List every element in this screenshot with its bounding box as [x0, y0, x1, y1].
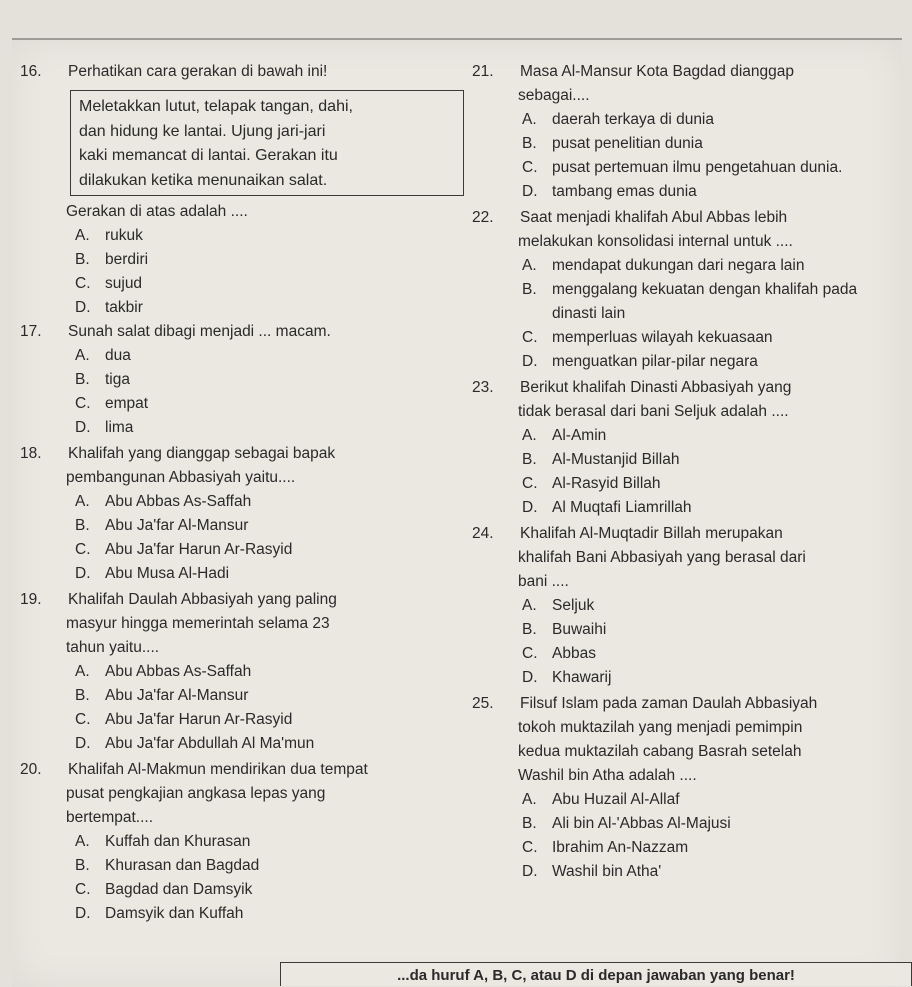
option-d[interactable]: D. Damsyik dan Kuffah	[75, 905, 244, 922]
question-text: Masa Al-Mansur Kota Bagdad dianggap	[520, 63, 795, 80]
option-b[interactable]: B. berdiri	[75, 251, 149, 268]
question-number: 23.	[472, 379, 494, 396]
question-text-cont: pusat pengkajian angkasa lepas yang	[66, 785, 326, 802]
instruction-banner: ...da huruf A, B, C, atau D di depan jawaban yang benar!	[280, 962, 912, 986]
option-b[interactable]: B. Abu Ja'far Al-Mansur	[75, 517, 249, 534]
right-column	[472, 60, 897, 884]
question-text-cont: Washil bin Atha adalah ....	[518, 767, 697, 784]
option-c[interactable]: C. sujud	[75, 275, 143, 292]
question-text: Khalifah yang dianggap sebagai bapak	[68, 445, 336, 462]
question-17	[20, 320, 460, 440]
option-a[interactable]: A. dua	[75, 347, 131, 364]
question-text: Saat menjadi khalifah Abul Abbas lebih	[520, 209, 788, 226]
question-text-cont: khalifah Bani Abbasiyah yang berasal dari	[518, 549, 806, 566]
question-24	[472, 522, 897, 690]
option-c[interactable]: C. Abbas	[522, 645, 596, 662]
question-number: 25.	[472, 695, 494, 712]
option-d[interactable]: D. Khawarij	[522, 669, 612, 686]
question-text-cont: bertempat....	[66, 809, 154, 826]
box-line: Meletakkan lutut, telapak tangan, dahi,	[79, 98, 353, 115]
question-text-cont: masyur hingga memerintah selama 23	[66, 615, 330, 632]
question-text: Filsuf Islam pada zaman Daulah Abbasiyah	[520, 695, 818, 712]
question-number: 22.	[472, 209, 494, 226]
option-d[interactable]: D. Abu Ja'far Abdullah Al Ma'mun	[75, 735, 315, 752]
option-c[interactable]: C. Al-Rasyid Billah	[522, 475, 661, 492]
option-b[interactable]: B. Ali bin Al-'Abbas Al-Majusi	[522, 815, 731, 832]
option-d[interactable]: D. takbir	[75, 299, 143, 316]
option-a[interactable]: A. daerah terkaya di dunia	[522, 111, 715, 128]
option-c[interactable]: C. empat	[75, 395, 149, 412]
question-number: 18.	[20, 445, 42, 462]
question-text: Khalifah Al-Muqtadir Billah merupakan	[520, 525, 783, 542]
question-22	[472, 206, 897, 374]
option-a[interactable]: A. Al-Amin	[522, 427, 607, 444]
option-c[interactable]: C. Abu Ja'far Harun Ar-Rasyid	[75, 711, 293, 728]
option-d[interactable]: D. Abu Musa Al-Hadi	[75, 565, 230, 582]
option-d[interactable]: D. menguatkan pilar-pilar negara	[522, 353, 758, 370]
question-text: Khalifah Al-Makmun mendirikan dua tempat	[68, 761, 368, 778]
option-a[interactable]: A. Abu Abbas As-Saffah	[75, 663, 252, 680]
option-b[interactable]: B. pusat penelitian dunia	[522, 135, 703, 152]
question-text-cont: tidak berasal dari bani Seljuk adalah ....	[518, 403, 789, 420]
question-18	[20, 442, 460, 586]
question-text-cont: pembangunan Abbasiyah yaitu....	[66, 469, 296, 486]
question-number: 21.	[472, 63, 494, 80]
question-number: 16.	[20, 63, 42, 80]
option-d[interactable]: D. Al Muqtafi Liamrillah	[522, 499, 692, 516]
question-text-cont: sebagai....	[518, 87, 590, 104]
option-d[interactable]: D. lima	[75, 419, 134, 436]
option-a[interactable]: A. Seljuk	[522, 597, 595, 614]
worksheet-page	[12, 38, 902, 987]
option-b[interactable]: B. Abu Ja'far Al-Mansur	[75, 687, 249, 704]
option-b[interactable]: B. menggalang kekuatan dengan khalifah pada dinasti lain	[522, 281, 858, 322]
option-d[interactable]: D. tambang emas dunia	[522, 183, 697, 200]
option-c[interactable]: C. Abu Ja'far Harun Ar-Rasyid	[75, 541, 293, 558]
question-text: Khalifah Daulah Abbasiyah yang paling	[68, 591, 337, 608]
option-c[interactable]: C. memperluas wilayah kekuasaan	[522, 329, 773, 346]
question-text-cont: tahun yaitu....	[66, 639, 160, 656]
option-a[interactable]: A. Abu Abbas As-Saffah	[75, 493, 252, 510]
question-23	[472, 376, 897, 520]
question-text-cont: kedua muktazilah cabang Basrah setelah	[518, 743, 802, 760]
option-a[interactable]: A. Abu Huzail Al-Allaf	[522, 791, 680, 808]
question-text: Sunah salat dibagi menjadi ... macam.	[68, 323, 331, 340]
option-c[interactable]: C. pusat pertemuan ilmu pengetahuan dunia.	[522, 159, 843, 176]
question-20	[20, 758, 460, 926]
option-a[interactable]: A. rukuk	[75, 227, 143, 244]
box-line: dilakukan ketika menunaikan salat.	[79, 171, 328, 189]
option-a[interactable]: A. Kuffah dan Khurasan	[75, 833, 251, 850]
question-19	[20, 588, 460, 756]
box-line: dan hidung ke lantai. Ujung jari-jari	[79, 122, 326, 140]
question-text-cont: bani ....	[518, 573, 569, 590]
option-b[interactable]: B. Al-Mustanjid Billah	[522, 451, 680, 468]
option-d[interactable]: D. Washil bin Atha'	[522, 863, 662, 880]
option-a[interactable]: A. mendapat dukungan dari negara lain	[522, 257, 805, 274]
option-c[interactable]: C. Bagdad dan Damsyik	[75, 881, 253, 898]
question-text: Berikut khalifah Dinasti Abbasiyah yang	[520, 379, 792, 396]
question-number: 19.	[20, 591, 42, 608]
option-c[interactable]: C. Ibrahim An-Nazzam	[522, 839, 689, 856]
option-b[interactable]: B. tiga	[75, 371, 130, 388]
question-stem: Gerakan di atas adalah ....	[66, 203, 248, 220]
question-number: 20.	[20, 761, 42, 778]
question-25	[472, 692, 897, 884]
description-box	[70, 90, 464, 196]
question-text: Perhatikan cara gerakan di bawah ini!	[68, 63, 328, 80]
question-text-cont: tokoh muktazilah yang menjadi pemimpin	[518, 719, 803, 736]
question-text-cont: melakukan konsolidasi internal untuk ....	[518, 233, 793, 250]
question-16	[20, 60, 460, 320]
question-21	[472, 60, 897, 204]
box-line: kaki memancat di lantai. Gerakan itu	[79, 147, 338, 164]
option-b[interactable]: B. Khurasan dan Bagdad	[75, 857, 260, 874]
option-b[interactable]: B. Buwaihi	[522, 621, 607, 638]
left-column	[20, 60, 460, 926]
question-number: 24.	[472, 525, 494, 542]
question-number: 17.	[20, 323, 42, 340]
